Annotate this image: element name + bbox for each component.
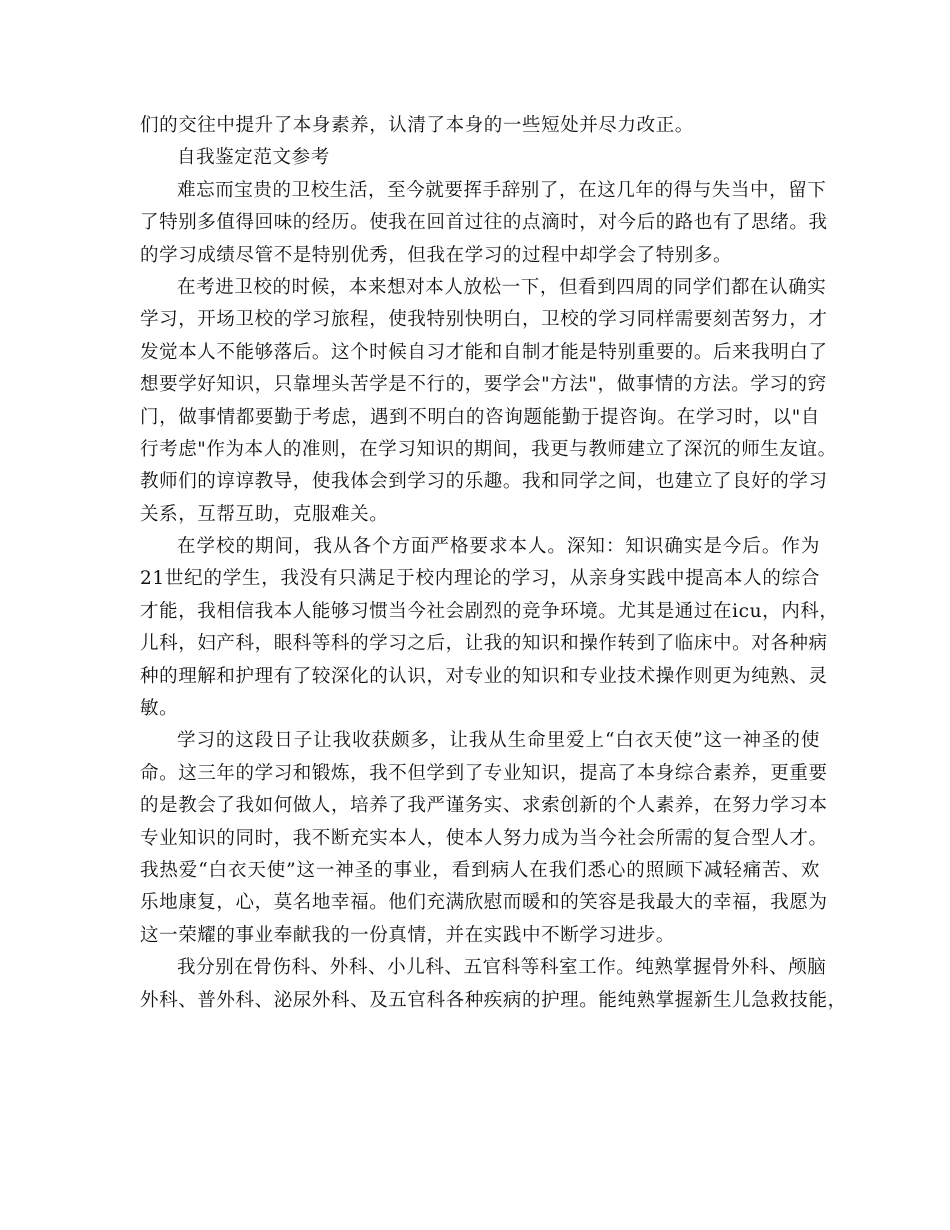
text-line: 乐地康复，心，莫名地幸福。他们充满欣慰而暖和的笑容是我最大的幸福，我愿为	[140, 892, 828, 914]
text-line: 外科、普外科、泌尿外科、及五官科各种疾病的护理。能纯熟掌握新生儿急救技能，	[140, 989, 847, 1011]
document-page	[140, 110, 847, 1017]
text-line: 学习，开场卫校的学习旅程，使我特别快明白，卫校的学习同样需要刻苦努力，才	[140, 309, 828, 331]
text-line: 门，做事情都要勤于考虑，遇到不明白的咨询题能勤于提咨询。在学习时，以"自	[140, 406, 820, 428]
text-line: 学习的这段日子让我收获颇多，让我从生命里爱上“白衣天使”这一神圣的使	[177, 730, 820, 752]
text-line: 在学校的期间，我从各个方面严格要求本人。深知：知识确实是今后。作为	[177, 536, 820, 558]
text-line: 关系，互帮互助，克服难关。	[140, 503, 389, 525]
text-line: 自我鉴定范文参考	[177, 147, 330, 169]
text-line: 的是教会了我如何做人，培养了我严谨务实、求索创新的个人素养，在努力学习本	[140, 795, 828, 817]
text-line: 的学习成绩尽管不是特别优秀，但我在学习的过程中却学会了特别多。	[140, 244, 733, 266]
text-line: 教师们的谆谆教导，使我体会到学习的乐趣。我和同学之间，也建立了良好的学习	[140, 471, 828, 493]
text-line: 种的理解和护理有了较深化的认识，对专业的知识和专业技术操作则更为纯熟、灵	[140, 665, 828, 687]
text-line: 想要学好知识，只靠埋头苦学是不行的，要学会"方法"，做事情的方法。学习的窍	[140, 374, 827, 396]
text-line: 这一荣耀的事业奉献我的一份真情，并在实践中不断学习进步。	[140, 924, 675, 946]
text-line: 命。这三年的学习和锻炼，我不但学到了专业知识，提高了本身综合素养，更重要	[140, 762, 828, 784]
text-line: 21世纪的学生，我没有只满足于校内理论的学习，从亲身实践中提高本人的综合	[140, 568, 820, 590]
text-line: 难忘而宝贵的卫校生活，至今就要挥手辞别了，在这几年的得与失当中，留下	[177, 179, 827, 201]
text-line: 发觉本人不能够落后。这个时候自习才能和自制才能是特别重要的。后来我明白了	[140, 341, 828, 363]
text-line: 专业知识的同时，我不断充实本人，使本人努力成为当今社会所需的复合型人才。	[140, 827, 828, 849]
text-line: 我分别在骨伤科、外科、小儿科、五官科等科室工作。纯熟掌握骨外科、颅脑	[177, 957, 827, 979]
text-line: 我热爱“白衣天使”这一神圣的事业，看到病人在我们悉心的照顾下减轻痛苦、欢	[140, 859, 820, 881]
text-line: 们的交往中提升了本身素养，认清了本身的一些短处并尽力改正。	[140, 115, 694, 136]
text-line: 了特别多值得回味的经历。使我在回首过往的点滴时，对今后的路也有了思绪。我	[140, 212, 828, 234]
text-line: 敏。	[140, 698, 179, 720]
text-line: 在考进卫校的时候，本来想对本人放松一下，但看到四周的同学们都在认确实	[177, 276, 827, 298]
text-line: 行考虑"作为本人的准则，在学习知识的期间，我更与教师建立了深沉的师生友谊。	[140, 438, 837, 460]
text-line: 儿科，妇产科，眼科等科的学习之后，让我的知识和操作转到了临床中。对各种病	[140, 633, 828, 655]
text-line: 才能，我相信我本人能够习惯当今社会剧烈的竞争环境。尤其是通过在icu，内科，	[140, 600, 839, 622]
